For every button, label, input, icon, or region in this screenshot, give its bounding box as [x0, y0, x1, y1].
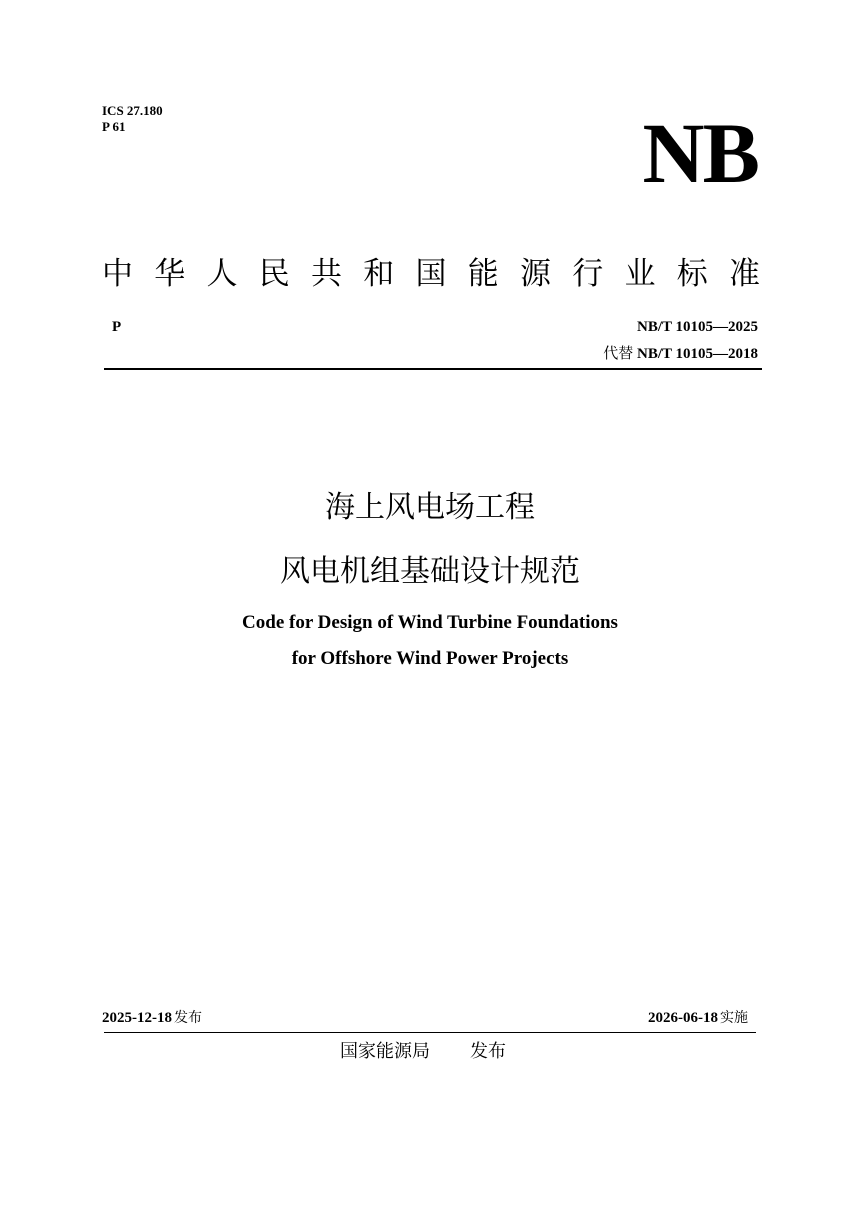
effective-date: 2026-06-18: [648, 1010, 718, 1026]
category-title-char: 能: [467, 256, 499, 292]
nb-logo: NB: [642, 105, 758, 201]
category-title-char: 行: [572, 256, 604, 292]
category-title-char: 华: [154, 256, 186, 292]
replaces-number: NB/T 10105—2018: [637, 346, 758, 362]
standard-category-title: [102, 252, 760, 296]
ccs-code: P 61: [102, 119, 126, 134]
replaces-line: [603, 344, 758, 363]
title-cn-line1: 海上风电场工程: [325, 490, 535, 525]
category-title-char: 源: [520, 256, 551, 292]
category-title-char: 国: [415, 256, 447, 292]
footer-divider: [104, 1032, 756, 1033]
category-title-char: 标: [676, 256, 708, 292]
replaces-label: 代替: [603, 344, 634, 362]
issue-date-line: [102, 1008, 202, 1028]
category-title-char: 和: [363, 256, 395, 292]
issue-label: 发布: [174, 1010, 202, 1026]
ics-code: ICS 27.180: [102, 103, 163, 118]
category-title-char: 民: [258, 256, 290, 292]
issue-date: 2025-12-18: [102, 1010, 172, 1026]
publisher-line: [340, 1040, 506, 1064]
publish-label: 发布: [470, 1041, 506, 1062]
classification-code: P: [112, 319, 122, 335]
publisher-name: 国家能源局: [340, 1041, 430, 1062]
title-en-line1: Code for Design of Wind Turbine Foundations: [242, 612, 618, 633]
effective-date-line: [648, 1008, 748, 1028]
category-title-char: 人: [206, 256, 238, 292]
title-cn-line2: 风电机组基础设计规范: [280, 554, 580, 589]
header-divider: [104, 368, 762, 370]
category-title-char: 中: [102, 256, 133, 292]
category-title-char: 共: [311, 256, 342, 292]
title-en-line2: for Offshore Wind Power Projects: [291, 648, 569, 669]
ics-block: [102, 103, 163, 135]
effective-label: 实施: [720, 1010, 748, 1026]
standard-number: NB/T 10105—2025: [637, 319, 758, 335]
category-title-char: 业: [624, 256, 656, 292]
category-title-char: 准: [729, 256, 760, 292]
